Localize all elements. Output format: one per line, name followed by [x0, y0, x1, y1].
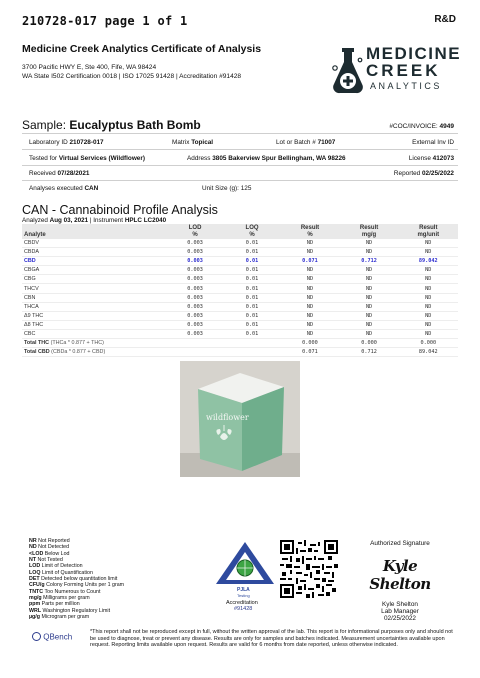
- tested-for-label: Tested for: [29, 155, 58, 162]
- logo-line2: CREEK: [366, 61, 441, 80]
- table-row: [22, 293, 458, 302]
- legend-key: TNTC: [29, 588, 44, 595]
- logo-line1: MEDICINE: [366, 44, 462, 63]
- total-thc-label: Total THC: [24, 340, 50, 347]
- table-row: [22, 311, 458, 320]
- lod-value: 0.003: [167, 239, 224, 248]
- sample-heading: [22, 118, 201, 132]
- result-mgg: ND: [340, 266, 399, 275]
- total-cbd-row: [22, 348, 458, 357]
- result-mgu: ND: [399, 311, 458, 320]
- reported-label: Reported: [393, 170, 421, 177]
- col-r1-label: Result: [300, 225, 320, 231]
- matrix-label: Matrix: [172, 139, 190, 146]
- report-id: 210728-017 page 1 of 1: [22, 14, 188, 28]
- lot-label: Lot or Batch #: [276, 139, 316, 146]
- legend-value: Not Detected: [38, 544, 70, 551]
- can-title: CAN - Cannabinoid Profile Analysis: [22, 203, 218, 217]
- result-pct: ND: [280, 293, 339, 302]
- instrument-label: | Instrument: [89, 217, 124, 224]
- tested-for: [29, 155, 145, 162]
- result-mgu: ND: [399, 266, 458, 275]
- result-pct: 0.071: [280, 257, 339, 266]
- pjla-logo-icon: [212, 540, 278, 586]
- col-result-mgg: [340, 224, 399, 239]
- result-mgg: ND: [340, 275, 399, 284]
- result-mgu: ND: [399, 248, 458, 257]
- result-pct: ND: [280, 248, 339, 257]
- total-cbd-name: [22, 348, 167, 357]
- result-mgg: 0.712: [340, 257, 399, 266]
- matrix-value: Topical: [191, 139, 214, 146]
- signature-block: [350, 540, 450, 622]
- received: [29, 170, 89, 177]
- rd-label: R&D: [434, 14, 456, 25]
- instrument-value: HPLC LC2040: [124, 217, 167, 224]
- lod-value: 0.003: [167, 275, 224, 284]
- result-mgu: ND: [399, 302, 458, 311]
- lod-value: 0.003: [167, 302, 224, 311]
- lod-value: 0.003: [167, 266, 224, 275]
- lab-id-value: 210728-017: [69, 139, 104, 146]
- received-value: 07/28/2021: [57, 170, 90, 177]
- analyte-name: CBG: [22, 275, 167, 284]
- analyzed-label: Analyzed: [22, 217, 48, 224]
- col-r3-unit: mg/unit: [417, 231, 440, 238]
- table-row: [22, 239, 458, 248]
- table-row: [22, 302, 458, 311]
- table-row: [22, 266, 458, 275]
- lod-value: 0.003: [167, 329, 224, 338]
- lod-value: 0.003: [167, 284, 224, 293]
- table-row: [22, 248, 458, 257]
- col-r2-label: Result: [359, 225, 379, 231]
- client-address-value: 3805 Bakerview Spur Bellingham, WA 98226: [212, 155, 346, 162]
- table-row: [22, 275, 458, 284]
- signature-date: 02/25/2022: [384, 615, 416, 622]
- total-thc-name: [22, 339, 167, 348]
- legend-value: Limit of Detection: [41, 563, 83, 570]
- cannabinoid-table: [22, 224, 458, 357]
- empty-cell: [167, 339, 224, 348]
- legend-value: Too Numerous to Count: [44, 588, 101, 595]
- legend-value: Colony Forming Units per 1 gram: [46, 582, 125, 589]
- table-row: [22, 329, 458, 338]
- legend-key: NT: [29, 557, 37, 564]
- lab-address-line1: 3700 Pacific HWY E, Ste 400, Fife, WA 98424: [22, 64, 157, 71]
- result-mgu: ND: [399, 293, 458, 302]
- loq-value: 0.01: [224, 311, 281, 320]
- lod-value: 0.003: [167, 311, 224, 320]
- result-mgg: ND: [340, 320, 399, 329]
- result-pct: ND: [280, 284, 339, 293]
- analyzed-date: Aug 03, 2021: [49, 217, 89, 224]
- tested-for-value: Virtual Services (Wildflower): [58, 155, 145, 162]
- result-mgg: ND: [340, 239, 399, 248]
- total-thc-formula: (THCa * 0.877 + THC): [50, 340, 104, 347]
- col-loq-unit: %: [249, 231, 255, 238]
- qbench-logo: [32, 632, 72, 641]
- divider: [22, 149, 458, 150]
- coc-label: #COC/INVOICE:: [389, 123, 438, 130]
- legend-value: Parts per million: [41, 601, 80, 608]
- qbench-label: QBench: [43, 632, 73, 642]
- result-mgg: ND: [340, 329, 399, 338]
- loq-value: 0.01: [224, 239, 281, 248]
- flask-icon: [330, 46, 366, 100]
- loq-value: 0.01: [224, 266, 281, 275]
- client-address-label: Address: [187, 155, 211, 162]
- lab-address-line2: WA State I502 Certification 0018 | ISO 17025 91428 | Accreditation #91428: [22, 73, 242, 80]
- qbench-icon: [32, 632, 41, 641]
- analyses-label: Analyses executed: [29, 185, 83, 192]
- result-mgu: ND: [399, 320, 458, 329]
- sample-label: Sample:: [22, 118, 67, 132]
- loq-value: 0.01: [224, 329, 281, 338]
- result-pct: ND: [280, 302, 339, 311]
- result-mgu: ND: [399, 284, 458, 293]
- legend-item: [29, 614, 124, 620]
- analyte-name: CBDA: [22, 248, 167, 257]
- loq-value: 0.01: [224, 293, 281, 302]
- accreditation-number: #91428: [234, 606, 253, 612]
- reported: [394, 170, 454, 177]
- result-mgg: ND: [340, 311, 399, 320]
- legend-key: LOD: [29, 563, 41, 570]
- result-mgg: ND: [340, 293, 399, 302]
- signer-role: Lab Manager: [381, 608, 419, 615]
- analyte-name: Δ9 THC: [22, 311, 167, 320]
- result-pct: ND: [280, 311, 339, 320]
- lot-value: 71007: [317, 139, 336, 146]
- abbreviation-legend: [29, 538, 124, 620]
- unit-size: Unit Size (g): 125: [202, 185, 252, 192]
- loq-value: 0.01: [224, 248, 281, 257]
- legend-value: Microgram per gram: [41, 614, 90, 621]
- empty-cell: [167, 348, 224, 357]
- legend-value: Milligrams per gram: [43, 595, 90, 602]
- table-row: [22, 320, 458, 329]
- accreditation-label: Accreditation: [226, 600, 258, 606]
- signature-heading: Authorized Signature: [370, 540, 430, 547]
- total-cbd-mgu: 89.042: [399, 348, 458, 357]
- legend-value: Not Reported: [38, 538, 70, 544]
- license-label: License: [408, 155, 431, 162]
- result-mgg: ND: [340, 248, 399, 257]
- logo-line3: ANALYTICS: [370, 81, 442, 91]
- result-pct: ND: [280, 239, 339, 248]
- loq-value: 0.01: [224, 257, 281, 266]
- table-header-row: [22, 224, 458, 239]
- legend-key: µg/g: [29, 614, 40, 621]
- analyte-name: THCV: [22, 284, 167, 293]
- result-mgg: ND: [340, 284, 399, 293]
- medicine-creek-logo: [330, 44, 470, 104]
- lod-value: 0.003: [167, 293, 224, 302]
- analyses-value: CAN: [84, 185, 99, 192]
- legend-value: Washington Regulatory Limit: [42, 607, 111, 614]
- legend-key: WRL: [29, 607, 42, 614]
- col-lod-label: LOD: [188, 225, 202, 231]
- legend-value: Detected below quantitation limit: [41, 576, 118, 583]
- analyte-name: THCA: [22, 302, 167, 311]
- result-mgu: ND: [399, 275, 458, 284]
- qr-code[interactable]: [280, 540, 338, 598]
- loq-value: 0.01: [224, 284, 281, 293]
- total-cbd-label: Total CBD: [24, 349, 50, 356]
- lod-value: 0.003: [167, 320, 224, 329]
- analyte-name: Δ8 THC: [22, 320, 167, 329]
- analyte-name: CBD: [22, 257, 167, 266]
- legend-value: Below Lod: [44, 550, 70, 557]
- result-pct: ND: [280, 329, 339, 338]
- qr-code-icon: [280, 540, 338, 598]
- result-mgg: ND: [340, 302, 399, 311]
- license-value: 412073: [432, 155, 454, 162]
- sample-name: Eucalyptus Bath Bomb: [69, 118, 201, 132]
- client-address: [187, 155, 346, 162]
- accreditation-block: [212, 540, 278, 612]
- total-cbd-pct: 0.071: [280, 348, 339, 357]
- received-label: Received: [29, 170, 56, 177]
- lab-address: [22, 63, 241, 81]
- total-thc-row: [22, 339, 458, 348]
- analyte-name: CBGA: [22, 266, 167, 275]
- legend-key: CFU/g: [29, 582, 45, 589]
- legend-key: DET: [29, 576, 40, 583]
- result-mgu: ND: [399, 239, 458, 248]
- legend-key: ND: [29, 544, 37, 551]
- license: [409, 155, 454, 162]
- analyte-name: CBC: [22, 329, 167, 338]
- legend-key: ppm: [29, 601, 41, 608]
- product-photo: [180, 361, 300, 477]
- lab-id-label: Laboratory ID: [29, 139, 68, 146]
- matrix: [172, 139, 213, 146]
- divider: [22, 180, 458, 181]
- legend-value: Limit of Quantification: [41, 569, 93, 576]
- loq-value: 0.01: [224, 302, 281, 311]
- total-thc-pct: 0.000: [280, 339, 339, 348]
- divider: [22, 133, 458, 134]
- empty-cell: [224, 348, 281, 357]
- coc-invoice: [389, 123, 454, 130]
- analyses-executed: [29, 185, 98, 192]
- col-result-pct: [280, 224, 339, 239]
- reported-value: 02/25/2022: [422, 170, 454, 177]
- pjla-testing: Testing: [237, 593, 250, 598]
- col-analyte: Analyte: [22, 224, 167, 239]
- lod-value: 0.003: [167, 257, 224, 266]
- signer-name: Kyle Shelton: [382, 601, 418, 608]
- analyte-name: CBN: [22, 293, 167, 302]
- table-row: [22, 257, 458, 266]
- col-r1-unit: %: [307, 231, 313, 238]
- result-pct: ND: [280, 266, 339, 275]
- result-pct: ND: [280, 320, 339, 329]
- col-lod-unit: %: [192, 231, 198, 238]
- col-r3-label: Result: [419, 225, 438, 231]
- result-mgu: 89.042: [399, 257, 458, 266]
- legend-key: <LOD: [29, 550, 44, 557]
- col-r2-unit: mg/g: [361, 231, 377, 238]
- table-row: [22, 284, 458, 293]
- lot: [276, 139, 335, 146]
- col-lod: [167, 224, 224, 239]
- product-brand: wildflower: [206, 413, 249, 422]
- lab-id: [29, 139, 104, 146]
- analyte-name: CBDV: [22, 239, 167, 248]
- result-mgu: ND: [399, 329, 458, 338]
- document-title: Medicine Creek Analytics Certificate of Analysis: [22, 43, 262, 55]
- total-cbd-formula: (CBDa * 0.877 + CBD): [51, 349, 106, 356]
- legend-key: NR: [29, 538, 37, 544]
- result-pct: ND: [280, 275, 339, 284]
- empty-cell: [224, 339, 281, 348]
- col-result-mgu: [399, 224, 458, 239]
- coc-value: 4949: [439, 123, 454, 130]
- disclaimer: *This report shall not be reproduced except in full, without the written approval of the lab. This report is for informational purposes only and should not be used to diagnose, treat or prevent any disease. Results are only for samples and batches indicated. Measurement uncertainties available upon request. Reporting limits available upon request. Results are valid for 6 months from date reported, unless otherwise indicated.: [90, 629, 453, 649]
- external-inv-id: External Inv ID: [412, 139, 454, 146]
- divider: [22, 165, 458, 166]
- col-loq-label: LOQ: [245, 225, 259, 231]
- legend-value: Not Tested: [37, 557, 63, 564]
- legend-key: mg/g: [29, 595, 42, 602]
- analyzed-line: [22, 217, 166, 224]
- pjla-label: PJLA: [237, 587, 250, 593]
- signature-script: Kyle Shelton: [369, 557, 431, 593]
- lod-value: 0.003: [167, 248, 224, 257]
- loq-value: 0.01: [224, 275, 281, 284]
- total-thc-mgu: 0.000: [399, 339, 458, 348]
- loq-value: 0.01: [224, 320, 281, 329]
- total-thc-mgg: 0.000: [340, 339, 399, 348]
- total-cbd-mgg: 0.712: [340, 348, 399, 357]
- legend-key: LOQ: [29, 569, 41, 576]
- col-loq: [224, 224, 281, 239]
